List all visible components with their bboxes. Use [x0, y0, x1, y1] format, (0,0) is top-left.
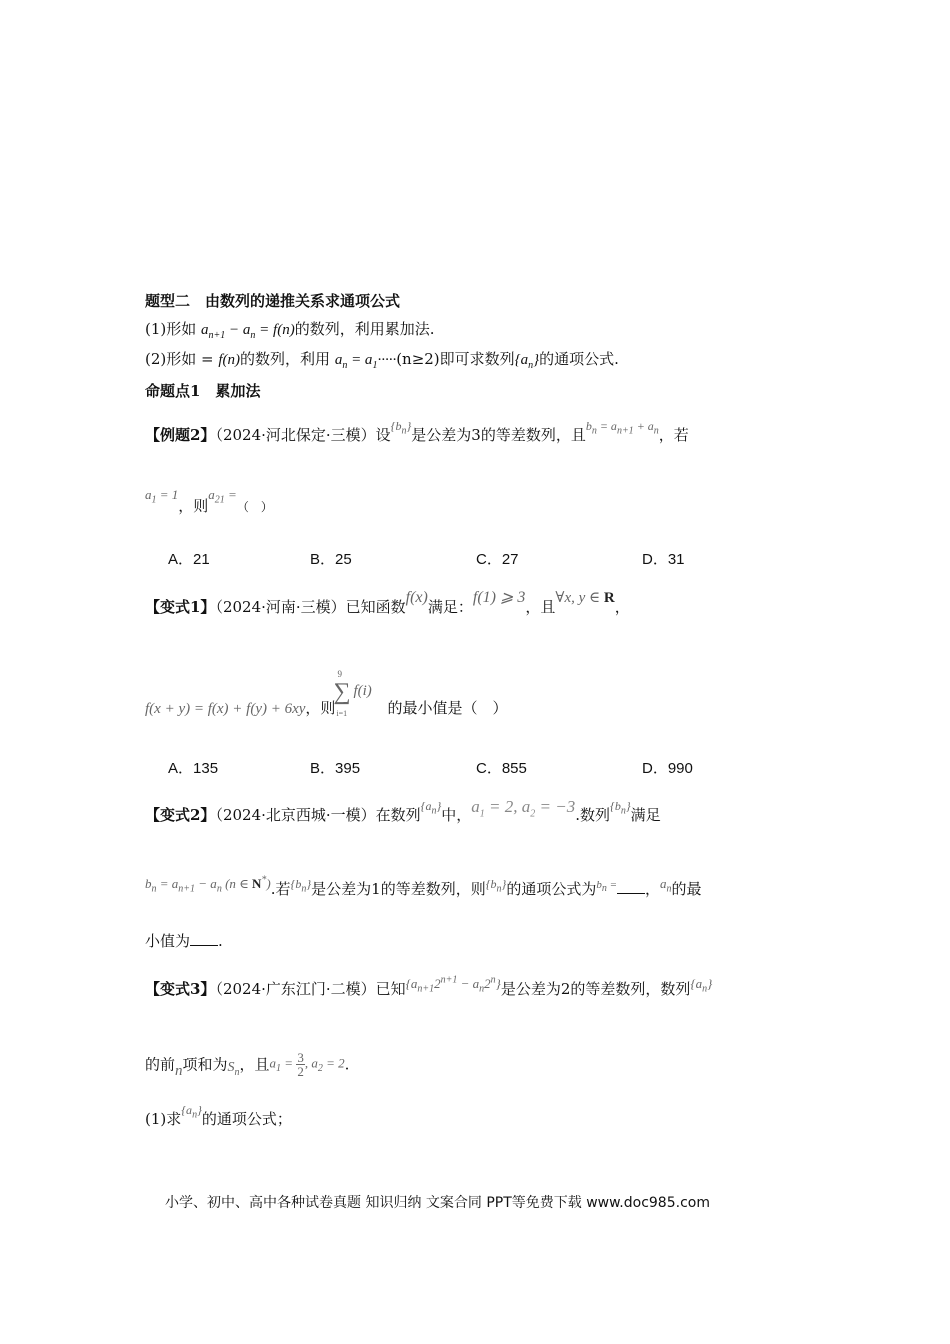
math-sn: $S_n$: [227, 1060, 240, 1079]
example-2-paren: （ ）: [236, 500, 273, 514]
variant-2-t3: 满足: [630, 806, 661, 824]
math-fx: f(x): [405, 589, 428, 606]
example-2-option-a[interactable]: A．21: [168, 551, 210, 568]
method-2-mid: 的数列，利用: [240, 350, 335, 368]
variant-3-q1b: 的通项公式；: [201, 1110, 292, 1128]
variant-2-source: （2024·北京西城·一模）在数列: [215, 806, 421, 824]
method-2-cond: (n≥2)即可求数列: [396, 350, 515, 368]
example-2-t3: ，则: [178, 497, 209, 515]
variant-3-t4: ，且: [239, 1055, 270, 1074]
method-2-formula: $a_n = a_1\cdot\cdot\cdot\cdot\cdot$: [334, 352, 397, 371]
variant-2-t7: ，: [645, 880, 661, 898]
page-footer: 小学、初中、高中各种试卷真题 知识归纳 文案合同 PPT等免费下载 www.doc985.com: [165, 1195, 710, 1211]
example-2-option-b[interactable]: B．25: [310, 551, 352, 568]
math-an-set-2: $\{a_n\}$: [690, 976, 713, 995]
method-1: [145, 318, 434, 341]
variant-3-line2: [145, 1050, 350, 1080]
example-2-tag: 【例题2】: [145, 426, 216, 444]
math-bn-set-4: {bn}: [485, 877, 507, 895]
variant-3-t3: 项和为: [182, 1055, 228, 1074]
variant-1-t3: ，: [614, 598, 630, 616]
point-title: 命题点1 累加法: [145, 382, 261, 400]
math-seq-def: $\{a_{n+1}2^{n+1} - a_n2^n\}$: [405, 974, 501, 995]
math-an-set-3: {an}: [181, 1103, 202, 1121]
variant-3-source: （2024·广东江门·二模）已知: [215, 980, 406, 998]
math-an: $a_n$: [660, 876, 672, 895]
variant-2-tag: 【变式2】: [145, 806, 216, 824]
variant-1-option-b[interactable]: B．395: [310, 760, 361, 777]
math-forall: ∀x, y ∈ R: [555, 590, 615, 606]
variant-3-t5: .: [344, 1055, 350, 1074]
example-2-option-d[interactable]: D．31: [642, 551, 685, 568]
variant-2-t4: .若: [270, 880, 291, 898]
variant-2-t6: 的通项公式为: [506, 880, 597, 898]
variant-1-t4: ，则: [305, 699, 336, 717]
variant-3-tag: 【变式3】: [145, 980, 216, 998]
math-sum: 9 ∑ i=1 f(i): [333, 669, 372, 718]
variant-1-option-c[interactable]: C．855: [476, 760, 527, 777]
variant-3-q1a: (1)求: [145, 1110, 182, 1128]
math-functional-eq: f(x + y) = f(x) + f(y) + 6xy: [145, 701, 306, 717]
variant-2-t2: .数列: [575, 806, 611, 824]
math-bn-set-2: {bn}: [610, 799, 631, 817]
blank-bn[interactable]: [617, 879, 645, 894]
math-bn-eq: bn =: [596, 879, 618, 895]
method-2: [145, 348, 619, 371]
method-2-suffix: 的通项公式.: [539, 350, 619, 368]
method-2-prefix: (2)形如 =: [145, 350, 219, 368]
example-2-t2: ，若: [658, 426, 689, 444]
variant-3-question-1: [145, 1103, 292, 1130]
math-a21: $a_{21}$ =: [208, 487, 237, 506]
variant-2-line2: [145, 874, 702, 901]
example-2-line1: [145, 419, 689, 446]
method-1-suffix: 的数列，利用累加法.: [294, 320, 435, 338]
variant-3-t1: 是公差为2的等差数列，数列: [500, 980, 691, 998]
method-2-fn: f(n): [218, 352, 241, 368]
math-bn-def: bn = an+1 + an: [585, 419, 659, 437]
variant-1-option-d[interactable]: D．990: [642, 760, 693, 777]
math-a1: $a_1 = 1$: [145, 487, 179, 506]
variant-2-t1: 中，: [441, 806, 472, 824]
section-heading: 题型二 由数列的递推关系求通项公式: [145, 292, 401, 310]
math-f1-ge-3: f(1) ⩾ 3: [472, 589, 526, 606]
example-2-option-c[interactable]: C．27: [476, 551, 519, 568]
variant-2-line3: [145, 930, 223, 951]
example-2-source: （2024·河北保定·三模）设: [215, 426, 391, 444]
math-bn-set-3: {bn}: [290, 877, 312, 895]
variant-2-t5: 是公差为1的等差数列，则: [311, 880, 486, 898]
variant-1-line2: [145, 669, 508, 718]
method-1-prefix: (1)形如: [145, 320, 202, 338]
math-an-set: {an}: [420, 799, 442, 817]
variant-1-t5: 的最小值是（ ）: [387, 699, 508, 717]
method-2-seq: $\{a_n\}$: [514, 352, 540, 371]
variant-1-source: （2024·河南·三模）已知函数: [215, 598, 406, 616]
example-2-line2: [145, 487, 273, 518]
math-bn-set: {bn}: [390, 419, 412, 437]
math-initial-values-3: $a_1$ = $\frac{3}{2}$ , $a_2 = 2$: [269, 1050, 345, 1079]
variant-1-t2: ，且: [525, 598, 556, 616]
math-initial-values: $a_1 = 2$, $a_2 = -3$: [471, 797, 576, 820]
example-2-t1: 是公差为3的等差数列，且: [411, 426, 586, 444]
variant-2-t8: 的最: [671, 880, 702, 898]
variant-1-line1: [145, 589, 630, 617]
variant-3-t2: 的前: [145, 1055, 176, 1074]
math-n: n: [175, 1063, 183, 1080]
variant-3-line1: [145, 974, 713, 1001]
variant-1-option-a[interactable]: A．135: [168, 760, 219, 777]
variant-2-t10: .: [218, 932, 223, 950]
blank-min[interactable]: [190, 931, 218, 946]
variant-1-tag: 【变式1】: [145, 598, 216, 616]
variant-2-line1: [145, 797, 661, 827]
method-1-formula: $a_{n+1} - a_n = f(n)$: [201, 322, 295, 341]
math-bn-def-2: $b_n = a_{n+1} - a_n$ (n ∈ N*): [145, 874, 271, 895]
variant-1-t1: 满足：: [427, 598, 473, 616]
variant-2-t9: 小值为: [145, 932, 191, 950]
